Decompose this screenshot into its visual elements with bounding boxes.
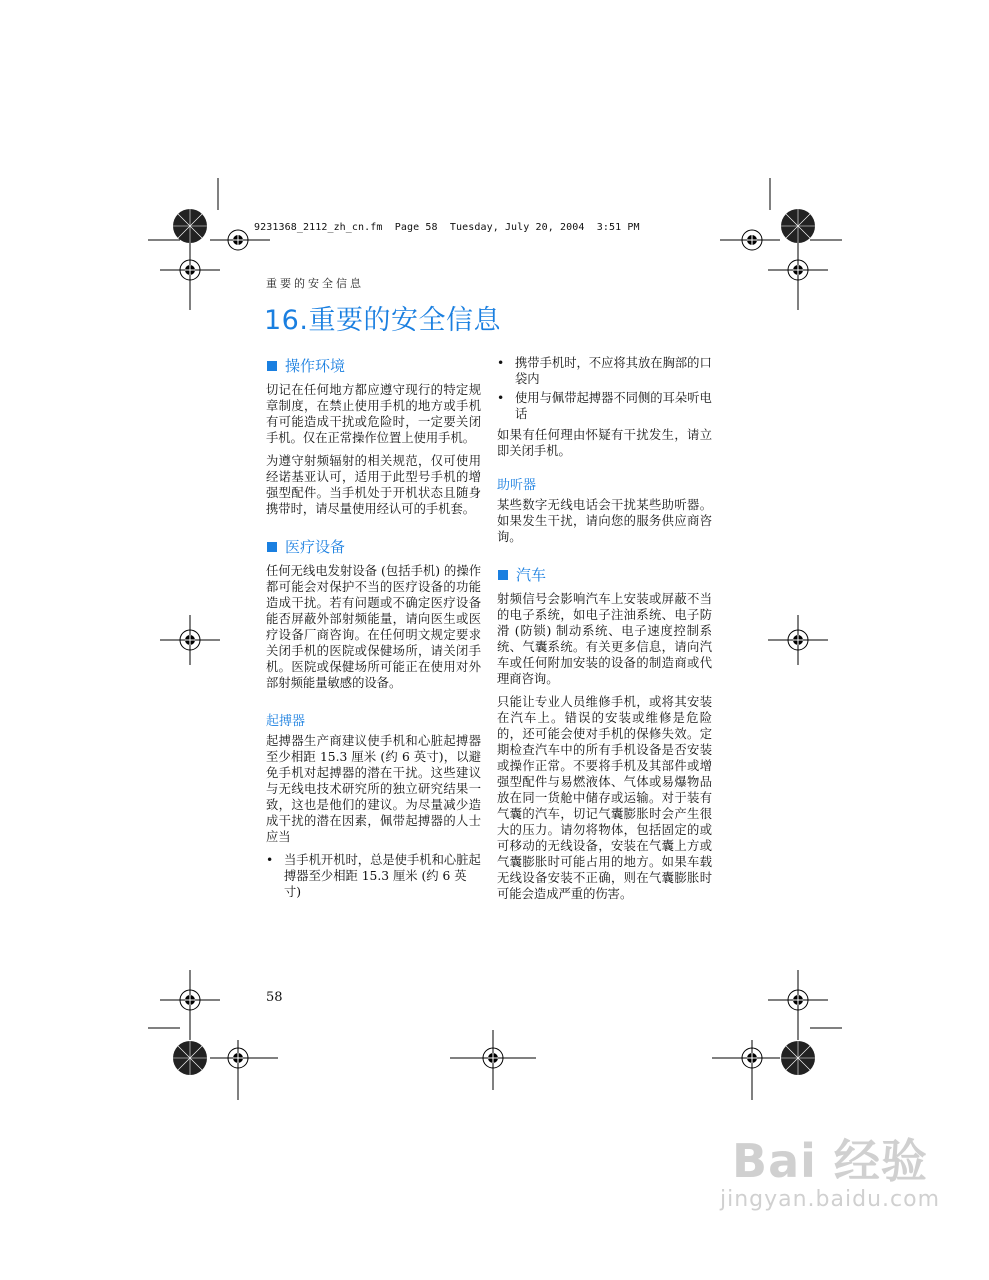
list-item: • 携带手机时，不应将其放在胸部的口袋内	[497, 355, 712, 387]
paragraph: 射频信号会影响汽车上安装或屏蔽不当的电子系统，如电子注油系统、电子防滑 (防锁) 制动系统、电子速度控制系统、气囊系统。有关更多信息，请向汽车或任何附加安装的设备的制造商或代理商咨询。	[497, 592, 712, 686]
paragraph: 起搏器生产商建议使手机和心脏起搏器至少相距 15.3 厘米 (约 6 英寸)，以避免手机对起搏器的潜在干扰。这些建议与无线电技术研究所的独立研究结果一致，这也是他们的建议。为尽量减少造成干扰的潜在因素，佩带起搏器的人士应当	[266, 734, 481, 844]
bullet-list	[266, 852, 481, 900]
section-heading-vehicles	[497, 564, 712, 585]
square-bullet-icon	[267, 542, 277, 552]
left-column	[266, 355, 481, 905]
paragraph: 切记在任何地方都应遵守现行的特定规章制度，在禁止使用手机的地方或手机有可能造成干扰或危险时，一定要关闭手机。仅在正常操作位置上使用手机。	[266, 383, 481, 445]
chapter-title: 16.重要的安全信息	[264, 305, 501, 336]
section-title: 汽车	[516, 566, 547, 584]
list-item: • 当手机开机时，总是使手机和心脏起搏器至少相距 15.3 厘米 (约 6 英寸)	[266, 852, 481, 900]
square-bullet-icon	[498, 570, 508, 580]
section-heading-medical-devices	[266, 536, 481, 557]
watermark-logo-text: Bai 经验	[732, 1134, 928, 1188]
paragraph: 为遵守射频辐射的相关规范，仅可使用经诺基亚认可，适用于此型号手机的增强型配件。当手机处于开机状态且随身携带时，请尽量使用经认可的手机套。	[266, 454, 481, 516]
bullet-list	[497, 355, 712, 422]
paragraph: 如果有任何理由怀疑有干扰发生，请立即关闭手机。	[497, 428, 712, 458]
subheading-hearing-aids: 助听器	[497, 478, 537, 493]
paragraph: 某些数字无线电话会干扰某些助听器。如果发生干扰，请向您的服务供应商咨询。	[497, 498, 712, 544]
watermark-url: jingyan.baidu.com	[719, 1187, 941, 1212]
running-head: 重要的安全信息	[266, 277, 364, 290]
section-title: 操作环境	[285, 357, 346, 375]
square-bullet-icon	[267, 361, 277, 371]
file-slug: 9231368_2112_zh_cn.fm Page 58 Tuesday, July 20, 2004 3:51 PM	[254, 222, 640, 233]
list-item: • 使用与佩带起搏器不同侧的耳朵听电话	[497, 390, 712, 422]
section-heading-operating-environment	[266, 355, 481, 376]
paragraph: 只能让专业人员维修手机，或将其安装在汽车上。错误的安装或维修是危险的，还可能会使对手机的保修失效。定期检查汽车中的所有手机设备是否安装或操作正常。不要将手机及其部件或增强型配件与易燃液体、气体或易爆物品放在同一货舱中储存或运输。对于装有气囊的汽车，切记气囊膨胀时会产生很大的压力。请勿将物体，包括固定的或可移动的无线设备，安装在气囊上方或气囊膨胀时可能占用的地方。如果车载无线设备安装不正确，则在气囊膨胀时可能会造成严重的伤害。	[497, 695, 712, 901]
section-title: 医疗设备	[285, 538, 346, 556]
right-column	[497, 355, 712, 909]
paragraph: 任何无线电发射设备 (包括手机) 的操作都可能会对保护不当的医疗设备的功能造成干扰。若有问题或不确定医疗设备能否屏蔽外部射频能量，请向医生或医疗设备厂商咨询。在任何明文规定要求关闭手机的医院或保健场所，请关闭手机。医院或保健场所可能正在使用对外部射频能量敏感的设备。	[266, 564, 481, 690]
page-number: 58	[266, 990, 283, 1005]
subheading-pacemakers: 起搏器	[266, 714, 306, 729]
baidu-watermark	[700, 1135, 960, 1213]
